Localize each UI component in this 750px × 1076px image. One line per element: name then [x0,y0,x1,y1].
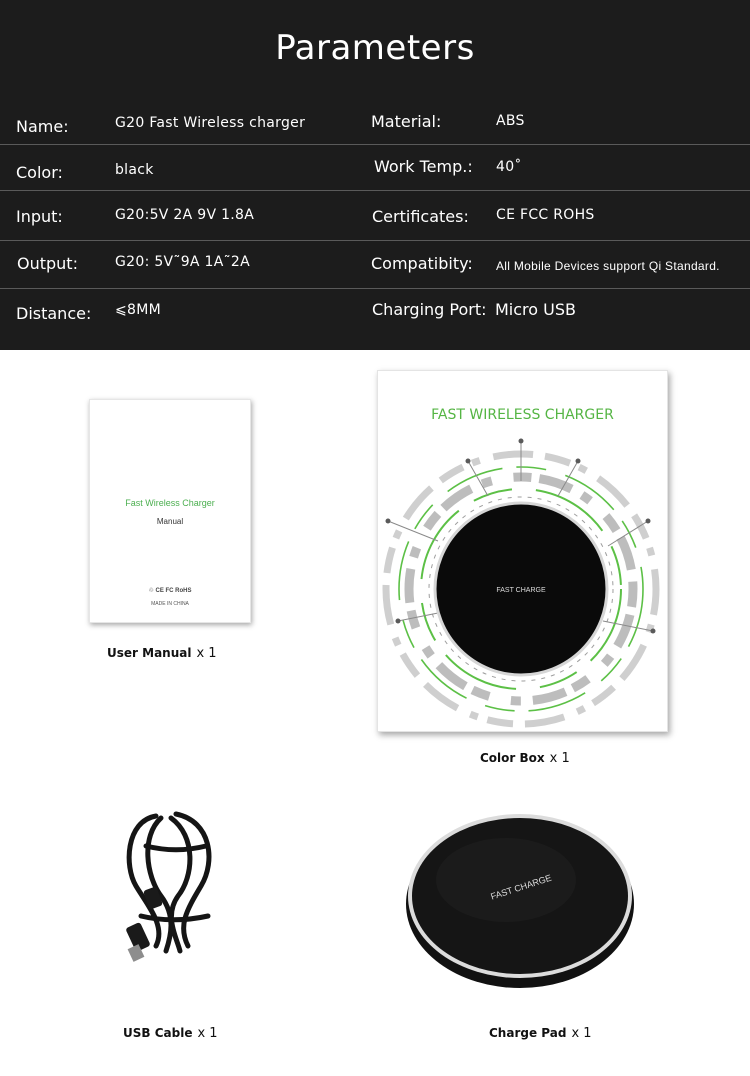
manual-title: Fast Wireless Charger [125,498,215,508]
color-box-title: FAST WIRELESS CHARGER [431,407,614,423]
user-manual-caption: User Manual x 1 [107,646,217,661]
parameters-panel [0,0,750,350]
charging-port-value: Micro USB [495,300,576,319]
material-label: Material: [371,112,442,131]
input-label: Input: [16,207,63,226]
user-manual-image [89,399,251,623]
certificates-value: CE FCC ROHS [496,207,595,223]
param-row-name [0,100,750,146]
name-label: Name: [16,117,69,136]
material-value: ABS [496,113,525,129]
color-box-caption: Color Box x 1 [480,751,570,766]
charging-port-label: Charging Port: [372,300,487,319]
certificates-label: Certificates: [372,207,469,226]
compatibility-label: Compatibity: [371,254,473,273]
color-label: Color: [16,163,63,182]
charge-pad-caption: Charge Pad x 1 [489,1026,592,1041]
param-row-input [0,192,750,238]
param-row-distance [0,288,750,334]
name-value: G20 Fast Wireless charger [115,115,306,131]
manual-cert-marks: ♲ CE FC RoHS [148,588,192,594]
box-pad-label: FAST CHARGE [496,587,546,594]
work-temp-value: 40˚ [496,159,522,175]
charge-pad-label: FAST CHARGE [489,872,553,902]
usb-cable-caption: USB Cable x 1 [123,1026,218,1041]
output-value: G20: 5V˜9A 1A˜2A [115,254,251,270]
work-temp-label: Work Temp.: [374,157,473,176]
param-row-color [0,146,750,192]
distance-value: ⩽8MM [115,302,161,318]
row-divider [0,144,750,145]
manual-made-in: MADE IN CHINA [151,601,189,607]
parameters-title: Parameters [275,28,475,68]
charge-pad-image [402,800,642,990]
manual-subtitle: Manual [156,517,184,526]
param-row-output [0,240,750,286]
row-divider [0,190,750,191]
output-label: Output: [17,254,78,273]
circuit-ring-graphic [378,371,667,731]
compatibility-value: All Mobile Devices support Qi Standard. [496,259,720,273]
distance-label: Distance: [16,304,92,323]
input-value: G20:5V 2A 9V 1.8A [115,207,255,223]
color-box-image [377,370,668,732]
color-value: black [115,162,154,178]
usb-cable-image [116,806,226,966]
